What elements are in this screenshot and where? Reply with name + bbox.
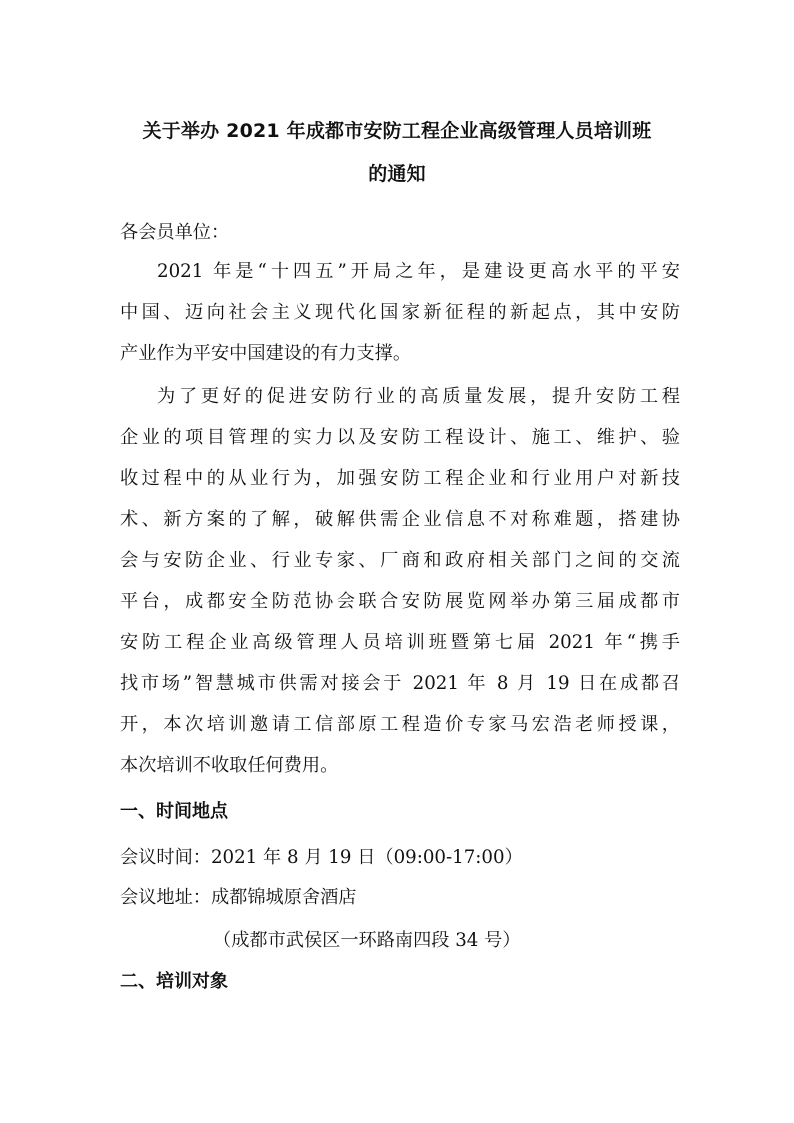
paragraph-2-line: 找市场”智慧城市供需对接会于 2021 年 8 月 19 日在成都召 xyxy=(120,673,680,694)
paragraph-1-line: 中国、迈向社会主义现代化国家新征程的新起点，其中安防 xyxy=(120,302,680,323)
paragraph-2-line: 为了更好的促进安防行业的高质量发展，提升安防工程 xyxy=(157,386,680,407)
paragraph-2-line: 开，本次培训邀请工信部原工程造价专家马宏浩老师授课， xyxy=(120,714,680,735)
paragraph-2-line: 收过程中的从业行为，加强安防工程企业和行业用户对新技 xyxy=(120,468,680,489)
paragraph-2-line: 平台，成都安全防范协会联合安防展览网举办第三届成都市 xyxy=(120,591,680,612)
paragraph-2-line: 企业的项目管理的实力以及安防工程设计、施工、维护、验 xyxy=(120,427,680,448)
section-heading-time-location: 一、时间地点 xyxy=(120,801,228,822)
paragraph-1-line: 2021 年是“十四五”开局之年，是建设更高水平的平安 xyxy=(157,261,680,282)
paragraph-2-line: 会与安防企业、行业专家、厂商和政府相关部门之间的交流 xyxy=(120,550,680,571)
meeting-venue: 会议地址：成都锦城原舍酒店 xyxy=(120,887,357,908)
paragraph-1-line: 产业作为平安中国建设的有力支撑。 xyxy=(120,343,412,364)
paragraph-2-line: 本次培训不收取任何费用。 xyxy=(120,755,339,776)
section-heading-training-audience: 二、培训对象 xyxy=(120,971,228,992)
document-title-line-1: 关于举办 2021 年成都市安防工程企业高级管理人员培训班 xyxy=(142,120,652,142)
meeting-time: 会议时间：2021 年 8 月 19 日（09:00-17:00） xyxy=(120,847,523,868)
salutation: 各会员单位： xyxy=(120,222,230,243)
paragraph-2-line: 术、新方案的了解，破解供需企业信息不对称难题，搭建协 xyxy=(120,509,680,530)
paragraph-2-line: 安防工程企业高级管理人员培训班暨第七届 2021 年“携手 xyxy=(120,632,680,653)
meeting-address: （成都市武侯区一环路南四段 34 号） xyxy=(213,930,521,951)
document-title-line-2: 的通知 xyxy=(368,163,426,185)
